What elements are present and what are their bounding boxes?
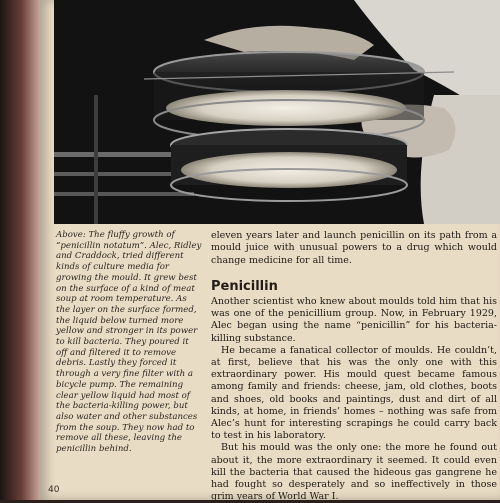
body-paragraph: But his mould was the only one: the more he found out about it, the more extraordinary it seemed. It could even kill the bacteria that caused the hideous gas gangrene he had fought so desperately and so ineffectively in those grim years of World War I. (211, 442, 497, 503)
body-text (211, 296, 497, 503)
section-heading: Penicillin (211, 279, 278, 294)
body-paragraph: He became a fanatical collector of moulds. He couldn’t, at first, believe that his was the only one with this extraordinary power. His mould quest became famous among family and friends: cheese, jam, old clothes, boots and shoes, old books and paintings, dust and dirt of all kinds, at home, in friends’ homes – nothing was safe from Alec’s hunt for interesting scrapings he could carry back to test in his laboratory. (211, 344, 497, 442)
petri-dish-photo-icon (54, 0, 500, 224)
body-paragraph: Another scientist who knew about moulds told him that his was one of the penicillium group. Now, in February 1929, Alec began using the name “penicillin” for his bacteria-killing substance. (211, 296, 497, 344)
photo-caption: Above: The fluffy growth of “penicillin notatum”. Alec, Ridley and Craddock, tried different kinds of culture media for growing the mould. It grew best on the surface of a kind of meat soup at room temperature. As the layer on the surface formed, the liquid below turned more yellow and stronger in its power to kill bacteria. They poured it off and filtered it to remove debris. Lastly they forced it through a very fine filter with a bicycle pump. The remaining clear yellow liquid had most of the bacteria-killing power, but also water and other substances from the soup. They now had to remove all these, leaving the penicillin behind. (56, 230, 202, 455)
intro-paragraph: eleven years later and launch penicillin on its path from a mould juice with unusual powers to a drug which would change medicine for all time. (211, 230, 497, 266)
book-binding (0, 0, 40, 500)
petri-dish-photo (54, 0, 500, 224)
page-number: 40 (48, 485, 60, 495)
